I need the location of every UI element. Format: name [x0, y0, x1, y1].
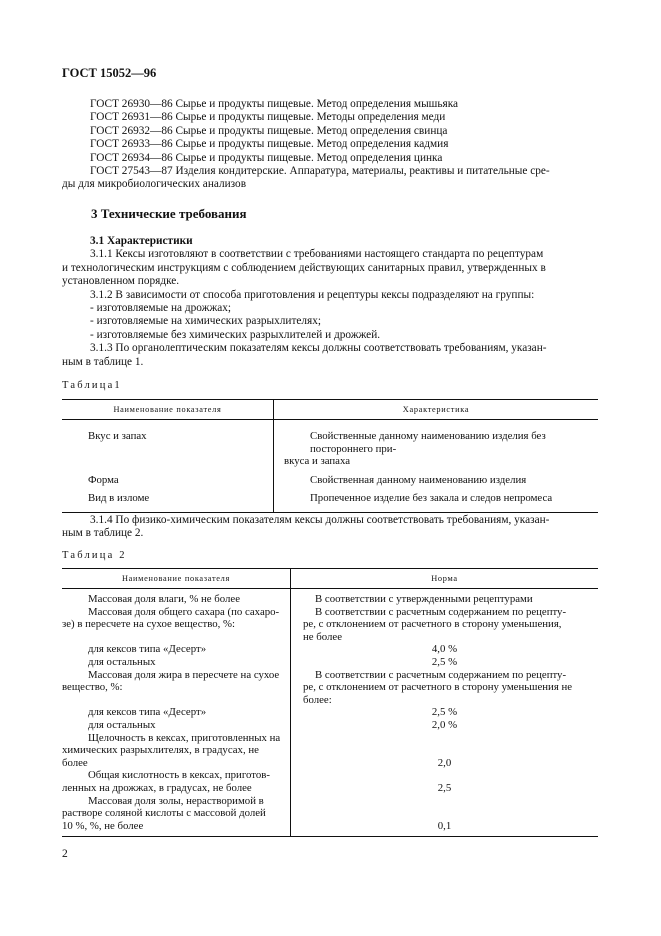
- table2-cell-value: [291, 606, 599, 644]
- name-line: химических разрыхлителях, в градусах, не: [62, 744, 259, 757]
- table2-cell-value: 2,0 %: [431, 718, 458, 731]
- reference-item: ГОСТ 26933—86 Сырье и продукты пищевые. Метод определения кадмия: [90, 138, 449, 151]
- table2-cell-value: 0,1: [291, 795, 599, 837]
- name-line: Массовая доля влаги, % не более: [88, 593, 241, 605]
- paragraph-3-1-4: [62, 514, 599, 541]
- reference-item: ГОСТ 26934—86 Сырье и продукты пищевые. Метод определения цинка: [90, 151, 443, 164]
- name-line: Щелочность в кексах, приготовленных на: [88, 731, 281, 744]
- table1: [62, 399, 598, 513]
- table1-cell-value: [274, 420, 599, 468]
- name-line: ленных на дрожжах, в градусах, не более: [62, 781, 252, 794]
- group-item: - изготовляемые без химических разрыхлителей и дрожжей.: [90, 328, 381, 341]
- value-line: В соответствии с утвержденными рецептурами: [315, 593, 533, 605]
- table2-cell-name: [62, 643, 291, 656]
- table2-cell-value: 2,5 %: [431, 706, 458, 719]
- section-title: 3 Технические требования: [91, 206, 247, 221]
- table1-caption: Таблица1: [62, 380, 122, 391]
- paragraph-line: ным в таблице 2.: [62, 527, 144, 540]
- table-row: [62, 795, 598, 837]
- table-row: [62, 606, 598, 644]
- reference-item: ГОСТ 27543—87 Изделия кондитерские. Аппаратура, материалы, реактивы и питательные сре-: [90, 165, 550, 178]
- table2-caption: Таблица 2: [62, 550, 127, 561]
- value-line: Свойственные данному наименованию изделия без постороннего при-: [310, 430, 546, 455]
- name-line: зе) в пересчете на сухое вещество, %:: [62, 618, 236, 631]
- table1-cell-name: Вкус и запах: [62, 420, 274, 468]
- name-line: Массовая доля золы, нерастворимой в: [88, 794, 264, 807]
- table-row: [62, 420, 598, 468]
- table-row: [62, 486, 598, 512]
- value-line: не более: [303, 630, 342, 643]
- table-row: [62, 589, 598, 606]
- references-list: [62, 98, 597, 192]
- value-line: более:: [303, 693, 332, 706]
- table2-cell-value: [291, 669, 599, 707]
- table2-cell-value: 2,0: [437, 756, 452, 769]
- table2-cell-value: 2,5 %: [431, 655, 458, 668]
- paragraph-3-1-1: 3.1.1 Кексы изготовляют в соответствии с требованиями настоящего стандарта по рецептурам: [90, 248, 544, 261]
- table-row: [62, 656, 598, 669]
- name-line: для кексов типа «Десерт»: [88, 706, 207, 719]
- section-body: [62, 235, 599, 369]
- name-line: Массовая доля жира в пересчете на сухое: [88, 668, 280, 681]
- name-line: более: [62, 756, 88, 769]
- table1-cell-value: Свойственная данному наименованию изделия: [310, 473, 527, 486]
- table2-cell-value: 2,5: [437, 781, 452, 794]
- reference-item: ГОСТ 26930—86 Сырье и продукты пищевые. Метод определения мышьяка: [90, 98, 459, 110]
- value-line: В соответствии с расчетным содержанием по рецепту-: [315, 668, 567, 681]
- name-line: 10 %, %, не более: [62, 819, 144, 832]
- group-item: - изготовляемые на дрожжах;: [90, 302, 232, 315]
- table2-cell-name: [62, 669, 291, 707]
- paragraph-3-1-1-line: установленном порядке.: [62, 275, 180, 288]
- table-row: [62, 706, 598, 719]
- paragraph-3-1-3-line: ным в таблице 1.: [62, 355, 144, 368]
- reference-item: ГОСТ 26931—86 Сырье и продукты пищевые. Методы определения меди: [90, 111, 446, 124]
- name-line: Массовая доля общего сахара (по сахаро-: [88, 605, 280, 618]
- reference-item-continuation: ды для микробиологических анализов: [62, 178, 247, 191]
- paragraph-3-1-3: 3.1.3 По органолептическим показателям кексы должны соответствовать требованиям, указан-: [90, 342, 547, 355]
- document-code: ГОСТ 15052—96: [62, 66, 157, 80]
- table-row: [62, 669, 598, 707]
- table-row: [62, 643, 598, 656]
- page-number: 2: [62, 848, 68, 860]
- value-line: В соответствии с расчетным содержанием по рецепту-: [315, 605, 567, 618]
- table1-cell-value: Пропеченное изделие без закала и следов непромеса: [274, 486, 599, 512]
- table2-cell-name: [62, 719, 291, 732]
- name-line: для остальных: [88, 655, 156, 668]
- table-row: [62, 769, 598, 794]
- group-item: - изготовляемые на химических разрыхлителях;: [90, 315, 322, 328]
- value-line: ре, с отклонением от расчетного в сторону уменьшения не: [303, 681, 573, 694]
- table1-cell-name: Форма: [62, 468, 274, 487]
- table-row: [62, 719, 598, 732]
- table2-header-norm: Норма: [291, 569, 599, 589]
- paragraph-line: 3.1.4 По физико-химическим показателям кексы должны соответствовать требованиям, указан-: [90, 514, 550, 526]
- name-line: Общая кислотность в кексах, приготов-: [88, 769, 270, 782]
- name-line: для остальных: [88, 718, 156, 731]
- table2: [62, 568, 598, 837]
- name-line: вещество, %:: [62, 681, 123, 694]
- table1-cell-name: Вид в изломе: [62, 486, 274, 512]
- table-row: [62, 468, 598, 487]
- table2-cell-name: [62, 732, 291, 770]
- table2-cell-name: [62, 795, 291, 837]
- table2-header-name: Наименование показателя: [62, 569, 291, 589]
- table2-cell-name: [62, 606, 291, 644]
- table1-header-characteristic: Характеристика: [274, 400, 599, 420]
- subsection-title: 3.1 Характеристики: [90, 235, 193, 247]
- table2-cell-name: [62, 656, 291, 669]
- reference-item: ГОСТ 26932—86 Сырье и продукты пищевые. Метод определения свинца: [90, 124, 448, 137]
- paragraph-3-1-2: 3.1.2 В зависимости от способа приготовления и рецептуры кексы подразделяют на группы:: [90, 288, 535, 301]
- table2-cell-name: [62, 706, 291, 719]
- table2-cell-name: [62, 769, 291, 794]
- name-line: растворе соляной кислоты с массовой долей: [62, 807, 266, 820]
- name-line: для кексов типа «Десерт»: [88, 643, 207, 656]
- table2-cell-name: [62, 589, 291, 606]
- table2-cell-value: [291, 589, 599, 606]
- value-line: ре, с отклонением от расчетного в сторону уменьшения,: [303, 618, 562, 631]
- value-line: вкуса и запаха: [284, 455, 351, 468]
- paragraph-3-1-1-line: и технологическим инструкциям с соблюдением действующих санитарных правил, утвержденных в: [62, 261, 546, 274]
- table-row: [62, 732, 598, 770]
- table1-header-name: Наименование показателя: [62, 400, 274, 420]
- table2-cell-value: 4,0 %: [431, 643, 458, 656]
